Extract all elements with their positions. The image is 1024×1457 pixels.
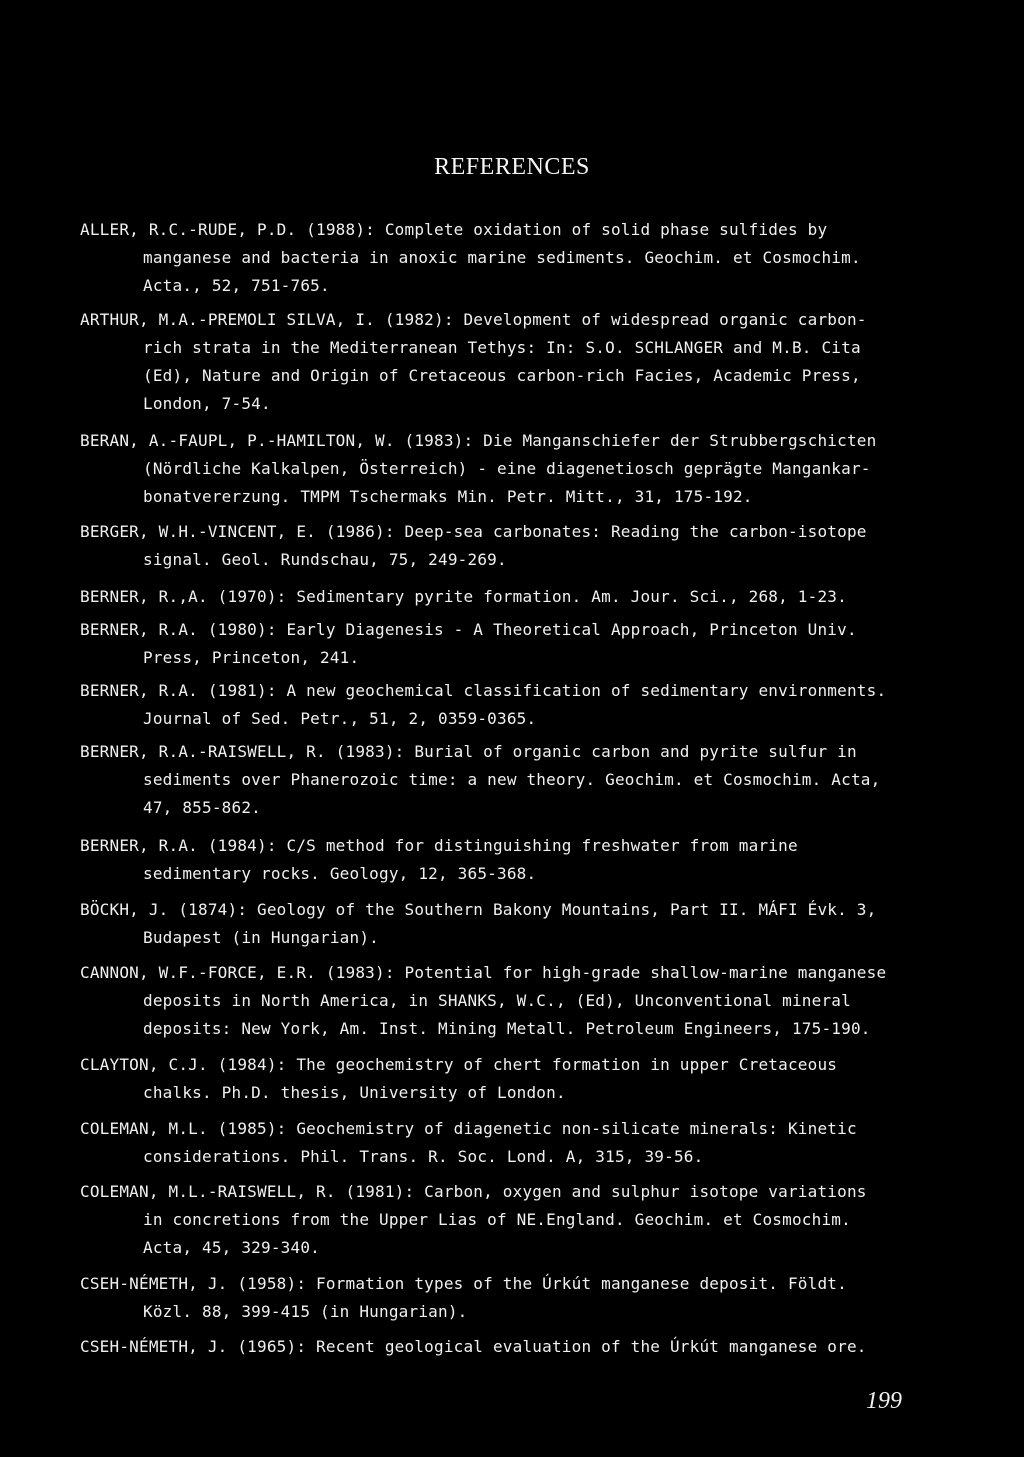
reference-line: deposits in North America, in SHANKS, W.C., (Ed), Unconventional mineral: [143, 991, 851, 1010]
reference-line: CSEH-NÉMETH, J. (1965): Recent geological evaluation of the Úrkút manganese ore.: [80, 1337, 867, 1356]
reference-line: BERGER, W.H.-VINCENT, E. (1986): Deep-sea carbonates: Reading the carbon-isotope: [80, 522, 867, 541]
reference-line: Budapest (in Hungarian).: [143, 928, 379, 947]
reference-line: Press, Princeton, 241.: [143, 648, 360, 667]
reference-line: manganese and bacteria in anoxic marine sediments. Geochim. et Cosmochim.: [143, 248, 861, 267]
reference-line: (Nördliche Kalkalpen, Österreich) - eine diagenetiosch geprägte Mangankar-: [143, 459, 871, 478]
reference-line: signal. Geol. Rundschau, 75, 249-269.: [143, 550, 507, 569]
reference-line: sedimentary rocks. Geology, 12, 365-368.: [143, 864, 537, 883]
reference-line: sediments over Phanerozoic time: a new theory. Geochim. et Cosmochim. Acta,: [143, 770, 881, 789]
reference-line: COLEMAN, M.L.-RAISWELL, R. (1981): Carbon, oxygen and sulphur isotope variations: [80, 1182, 867, 1201]
reference-line: BÖCKH, J. (1874): Geology of the Southern Bakony Mountains, Part II. MÁFI Évk. 3,: [80, 900, 877, 919]
reference-line: Közl. 88, 399-415 (in Hungarian).: [143, 1302, 468, 1321]
reference-line: BERNER, R.,A. (1970): Sedimentary pyrite formation. Am. Jour. Sci., 268, 1-23.: [80, 587, 847, 606]
reference-line: considerations. Phil. Trans. R. Soc. Lond. A, 315, 39-56.: [143, 1147, 704, 1166]
reference-line: CSEH-NÉMETH, J. (1958): Formation types of the Úrkút manganese deposit. Földt.: [80, 1274, 847, 1293]
page-title: REFERENCES: [434, 154, 590, 180]
reference-line: BERAN, A.-FAUPL, P.-HAMILTON, W. (1983): Die Manganschiefer der Strubbergschicten: [80, 431, 877, 450]
reference-line: rich strata in the Mediterranean Tethys: In: S.O. SCHLANGER and M.B. Cita: [143, 338, 861, 357]
reference-line: COLEMAN, M.L. (1985): Geochemistry of diagenetic non-silicate minerals: Kinetic: [80, 1119, 857, 1138]
reference-line: London, 7-54.: [143, 394, 271, 413]
reference-line: BERNER, R.A. (1980): Early Diagenesis - A Theoretical Approach, Princeton Univ.: [80, 620, 857, 639]
reference-line: CLAYTON, C.J. (1984): The geochemistry of chert formation in upper Cretaceous: [80, 1055, 838, 1074]
reference-line: BERNER, R.A. (1981): A new geochemical classification of sedimentary environments.: [80, 681, 887, 700]
reference-line: Journal of Sed. Petr., 51, 2, 0359-0365.: [143, 709, 537, 728]
reference-line: CANNON, W.F.-FORCE, E.R. (1983): Potential for high-grade shallow-marine manganese: [80, 963, 887, 982]
reference-line: deposits: New York, Am. Inst. Mining Metall. Petroleum Engineers, 175-190.: [143, 1019, 871, 1038]
reference-line: ALLER, R.C.-RUDE, P.D. (1988): Complete oxidation of solid phase sulfides by: [80, 220, 828, 239]
reference-line: bonatvererzung. TMPM Tschermaks Min. Petr. Mitt., 31, 175-192.: [143, 487, 753, 506]
reference-line: in concretions from the Upper Lias of NE.England. Geochim. et Cosmochim.: [143, 1210, 851, 1229]
page-number: 199: [866, 1388, 902, 1414]
reference-line: BERNER, R.A.-RAISWELL, R. (1983): Burial of organic carbon and pyrite sulfur in: [80, 742, 857, 761]
reference-line: Acta., 52, 751-765.: [143, 276, 330, 295]
reference-line: 47, 855-862.: [143, 798, 261, 817]
reference-line: BERNER, R.A. (1984): C/S method for distinguishing freshwater from marine: [80, 836, 798, 855]
reference-line: (Ed), Nature and Origin of Cretaceous carbon-rich Facies, Academic Press,: [143, 366, 861, 385]
reference-line: ARTHUR, M.A.-PREMOLI SILVA, I. (1982): Development of widespread organic carbon-: [80, 310, 867, 329]
reference-line: chalks. Ph.D. thesis, University of London.: [143, 1083, 566, 1102]
reference-line: Acta, 45, 329-340.: [143, 1238, 320, 1257]
